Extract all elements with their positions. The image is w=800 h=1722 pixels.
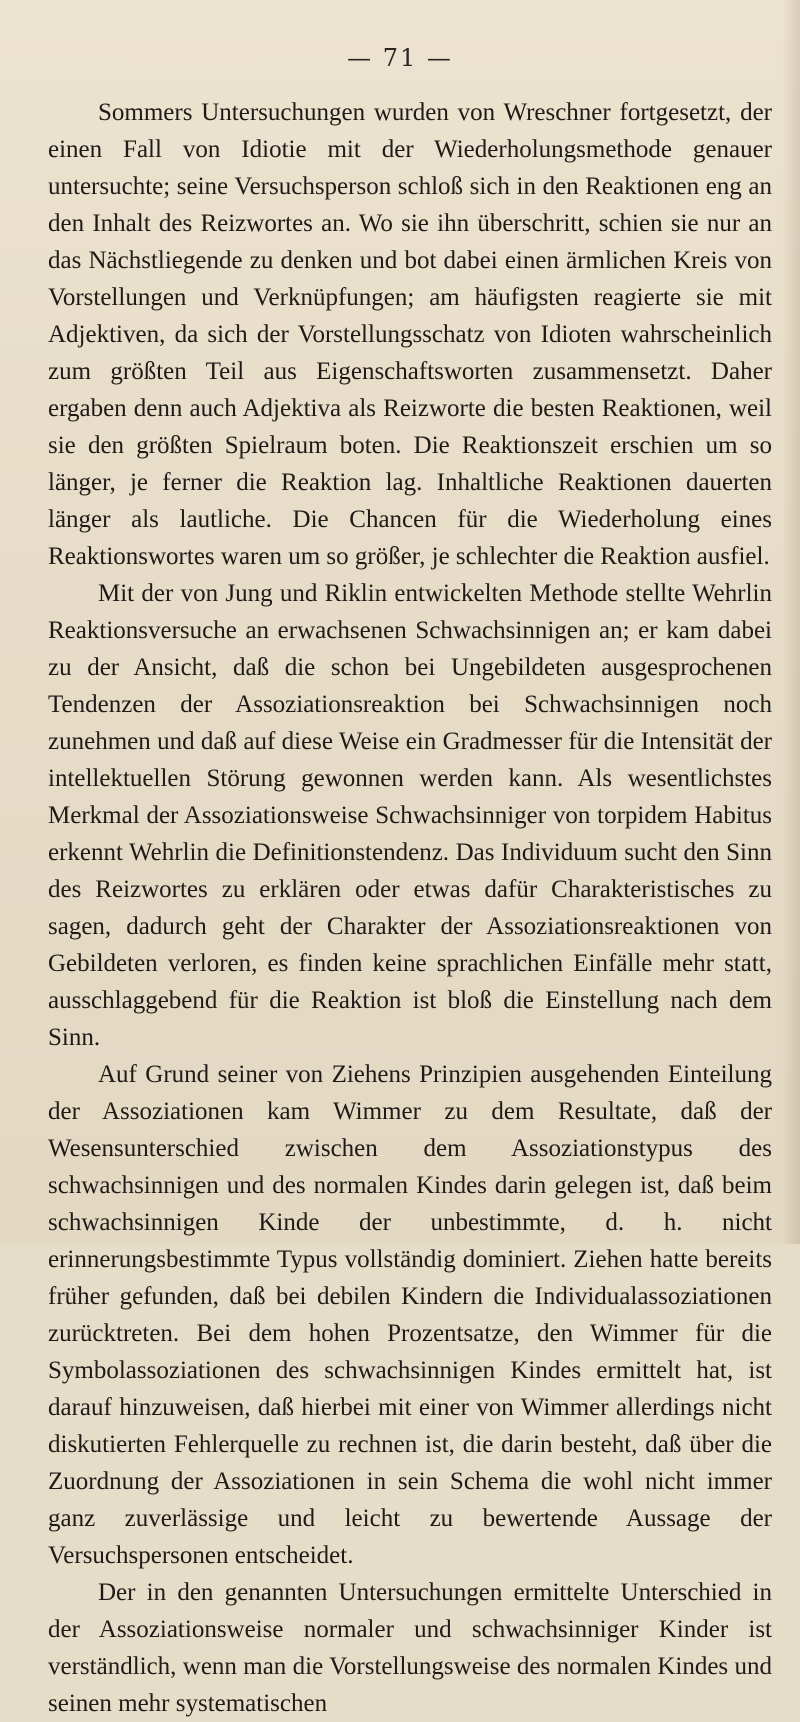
body-text — [48, 94, 772, 1722]
page-number: — 71 — — [347, 44, 453, 72]
paragraph-2: Mit der von Jung und Riklin entwickelten Methode stellte Wehrlin Reaktionsversuche an erwachsenen Schwachsinnigen an; er kam dabei zu der Ansicht, daß die schon bei Ungebildeten ausgesprochenen Tendenzen der Assoziationsreaktion bei Schwachsinnigen noch zunehmen und daß auf diese Weise ein Gradmesser für die Intensität der intellektuellen Störung gewonnen werden kann. Als wesentlichstes Merkmal der Assoziationsweise Schwachsinniger von torpidem Habitus erkennt Wehrlin die Definitionstendenz. Das Individuum sucht den Sinn des Reizwortes zu erklären oder etwas dafür Charakteristisches zu sagen, dadurch geht der Charakter der Assoziationsreaktionen von Gebildeten verloren, es finden keine sprachlichen Einfälle mehr statt, ausschlaggebend für die Reaktion ist bloß die Einstellung nach dem Sinn. — [48, 580, 772, 1051]
paragraph-3: Auf Grund seiner von Ziehens Prinzipien ausgehenden Einteilung der Assoziationen kam Wimmer zu dem Resultate, daß der Wesensunterschied zwischen dem Assoziationstypus des schwachsinnigen und des normalen Kindes darin gelegen ist, daß beim schwachsinnigen Kinde der unbestimmte, d. h. nicht erinnerungsbestimmte Typus vollständig dominiert. Ziehen hatte bereits früher gefunden, daß bei debilen Kindern die Individualassoziationen zurücktreten. Bei dem hohen Prozentsatze, den Wimmer für die Symbolassoziationen des schwachsinnigen Kindes ermittelt hat, ist darauf hinzuweisen, daß hierbei mit einer von Wimmer allerdings nicht diskutierten Fehlerquelle zu rechnen ist, die darin besteht, daß über die Zuordnung der Assoziationen in sein Schema die wohl nicht immer ganz zuverlässige und leicht zu bewertende Aussage der Versuchspersonen entscheidet. — [48, 1061, 772, 1569]
paragraph-1: Sommers Untersuchungen wurden von Wreschner fortgesetzt, der einen Fall von Idiotie mit der Wiederholungsmethode genauer untersuchte; seine Versuchsperson schloß sich in den Reaktionen eng an den Inhalt des Reizwortes an. Wo sie ihn überschritt, schien sie nur an das Nächstliegende zu denken und bot dabei einen ärmlichen Kreis von Vorstellungen und Verknüpfungen; am häufigsten reagierte sie mit Adjektiven, da sich der Vorstellungsschatz von Idioten wahrscheinlich zum größten Teil aus Eigenschaftsworten zusammensetzt. Daher ergaben denn auch Adjektiva als Reizworte die besten Reaktionen, weil sie den größten Spielraum boten. Die Reaktionszeit erschien um so länger, je ferner die Reaktion lag. Inhaltliche Reaktionen dauerten länger als lautliche. Die Chancen für die Wiederholung eines Reaktionswortes waren um so größer, je schlechter die Reaktion ausfiel. — [48, 99, 772, 570]
page-edge-shadow — [782, 0, 800, 1244]
paragraph-4: Der in den genannten Untersuchungen ermittelte Unterschied in der Assoziationsweise normaler und schwachsinniger Kinder ist verständlich, wenn man die Vorstellungsweise des normalen Kindes und seinen mehr systematischen — [48, 1579, 772, 1717]
